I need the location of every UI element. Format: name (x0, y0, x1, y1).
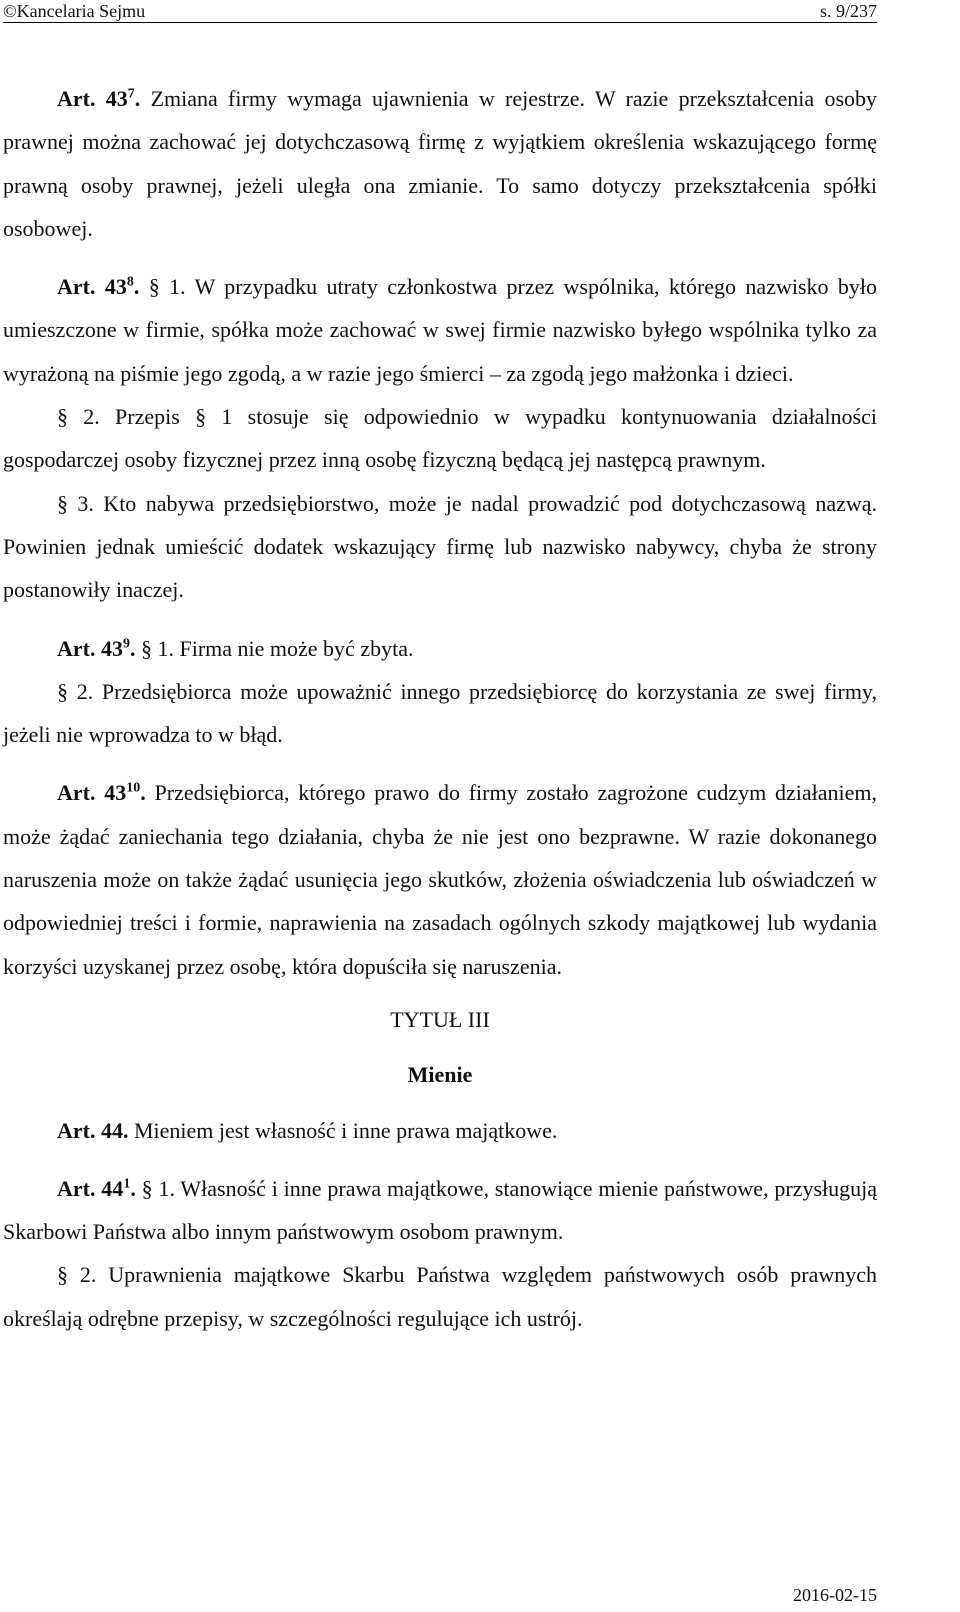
article-44 (3, 1109, 877, 1152)
article-43-8-paragraph-2: § 2. Przepis § 1 stosuje się odpowiednio w wypadku kontynuowania działalności gospodarczej osoby fizycznej przez inną osobę fizyczną będącą jej następcą prawnym. (3, 404, 877, 473)
article-43-10 (3, 771, 877, 987)
article-43-7 (3, 77, 877, 250)
article-43-9-paragraph-2: § 2. Przedsiębiorca może upoważnić innego przedsiębiorcę do korzystania ze swej firmy, jeżeli nie wprowadza to w błąd. (3, 678, 877, 748)
article-text: Mieniem jest własność i inne prawa majątkowe. (128, 1117, 558, 1143)
paragraph-1-text: § 1. Własność i inne prawa majątkowe, stanowiące mienie państwowe, przysługują Skarbowi Państwa albo innym państwowym osobom prawnym. (3, 1175, 877, 1245)
paragraph-1-text: § 1. Firma nie może być zbyta. (135, 635, 414, 661)
article-label: Art. $43^8$. (57, 274, 140, 300)
article-text: Przedsiębiorca, którego prawo do firmy zostało zagrożone cudzym działaniem, może żądać zaniechania tego działania, chyba że nie jest ono bezprawne. W razie dokonanego naruszenia może on także żądać usunięcia jego skutków, złożenia oświadczenia lub oświadczeń w odpowiedniej treści i formie, naprawienia na zasadach ogólnych szkody majątkowej lub wydania korzyści uzyskanej przez osobę, która dopuściła się naruszenia. (3, 780, 878, 979)
document-body (3, 77, 877, 1340)
paragraph-1-text: § 1. W przypadku utraty członkostwa przez wspólnika, którego nazwisko było umieszczone w firmie, spółka może zachować w swej firmie nazwisko byłego wspólnika tylko za wyrażoną na piśmie jego zgodą, a w razie jego śmierci – za zgodą jego małżonka i dzieci. (3, 274, 878, 386)
page-header (3, 0, 877, 23)
article-text: Zmiana firmy wymaga ujawnienia w rejestrze. W razie przekształcenia osoby prawnej można zachować jej dotychczasową firmę z wyjątkiem określenia wskazującego formę prawną osoby prawnej, jeżeli uległa ona zmianie. To samo dotyczy przekształcenia spółki osobowej. (3, 86, 878, 241)
article-label: Art. $44^1$. (57, 1175, 136, 1201)
article-label: Art. $43^9$. (57, 635, 136, 661)
article-label: Art. 44. (57, 1117, 129, 1143)
article-43-8 (3, 265, 877, 395)
article-43-8-paragraph-3: § 3. Kto nabywa przedsiębiorstwo, może je nadal prowadzić pod dotychczasową nazwą. Powinien jednak umieścić dodatek wskazujący firmę lub nazwisko nabywcy, chyba że strony postanowiły inaczej. (3, 490, 877, 603)
article-label: Art. $43^{10}$. (57, 780, 146, 806)
title-subheading: Mienie (407, 1062, 473, 1088)
article-44-1-paragraph-2: § 2. Uprawnienia majątkowe Skarbu Państwa względem państwowych osób prawnych określają odrębne przepisy, w szczególności regulujące ich ustrój. (3, 1262, 877, 1331)
article-43-9 (3, 627, 877, 670)
title-heading: TYTUŁ III (390, 1006, 490, 1032)
article-44-1 (3, 1167, 877, 1254)
article-label: Art. $43^7$. (57, 86, 141, 111)
page-number: s. 9/237 (819, 1, 877, 21)
footer-date: 2016-02-15 (793, 1585, 877, 1605)
copyright-label: ©Kancelaria Sejmu (3, 1, 146, 21)
